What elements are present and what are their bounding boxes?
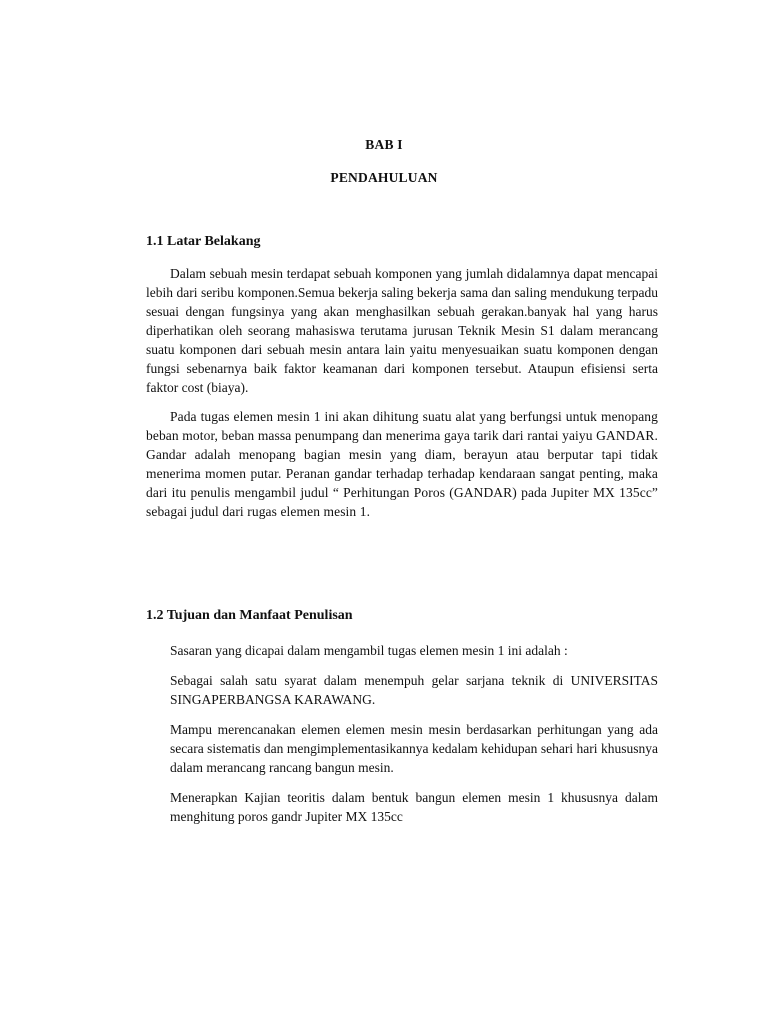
section-objectives bbox=[146, 607, 658, 837]
section-background bbox=[146, 233, 658, 531]
objective-item: Sebagai salah satu syarat dalam menempuh gelar sarjana teknik di UNIVERSITAS SINGAPERBANGSA KARAWANG. bbox=[170, 673, 658, 707]
paragraph: Dalam sebuah mesin terdapat sebuah komponen yang jumlah didalamnya dapat mencapai lebih dari seribu komponen.Semua bekerja saling bekerja sama dan saling mendukung terpadu sesuai dengan fungsinya yang akan menghasilkan sebuah gerakan.banyak hal yang harus diperhatikan oleh seorang mahasiswa terutama jurusan Teknik Mesin S1 dalam merancang suatu komponen dari sebuah mesin antara lain yaitu menyesuaikan suatu komponen dengan fungsi sebenarnya baik faktor keamanan dari komponen tersebut. Ataupun efisiensi serta faktor cost (biaya). bbox=[146, 266, 658, 395]
chapter-title: PENDAHULUAN bbox=[330, 170, 438, 185]
section-heading: 1.2 Tujuan dan Manfaat Penulisan bbox=[146, 608, 353, 623]
paragraph: Pada tugas elemen mesin 1 ini akan dihitung suatu alat yang berfungsi untuk menopang beban motor, beban massa penumpang dan menerima gaya tarik dari rantai yaiyu GANDAR. Gandar adalah menopang bagian mesin yang diam, berayun atau berputar tapi tidak menerima momen putar. Peranan gandar terhadap terhadap kendaraan sangat penting, maka dari itu penulis mengambil judul “ Perhitungan Poros (GANDAR) pada Jupiter MX 135cc” sebagai judul dari rugas elemen mesin 1. bbox=[146, 409, 658, 519]
objective-item: Menerapkan Kajian teoritis dalam bentuk bangun elemen mesin 1 khususnya dalam menghitung poros gandr Jupiter MX 135cc bbox=[170, 790, 658, 824]
objectives-intro: Sasaran yang dicapai dalam mengambil tugas elemen mesin 1 ini adalah : bbox=[170, 643, 568, 658]
objective-item: Mampu merencanakan elemen elemen mesin mesin berdasarkan perhitungan yang ada secara sistematis dan mengimplementasikannya kedalam kehidupan sehari hari khususnya dalam merancang rancang bangun mesin. bbox=[170, 722, 658, 775]
section-heading: 1.1 Latar Belakang bbox=[146, 234, 261, 249]
chapter-number: BAB I bbox=[365, 137, 403, 152]
